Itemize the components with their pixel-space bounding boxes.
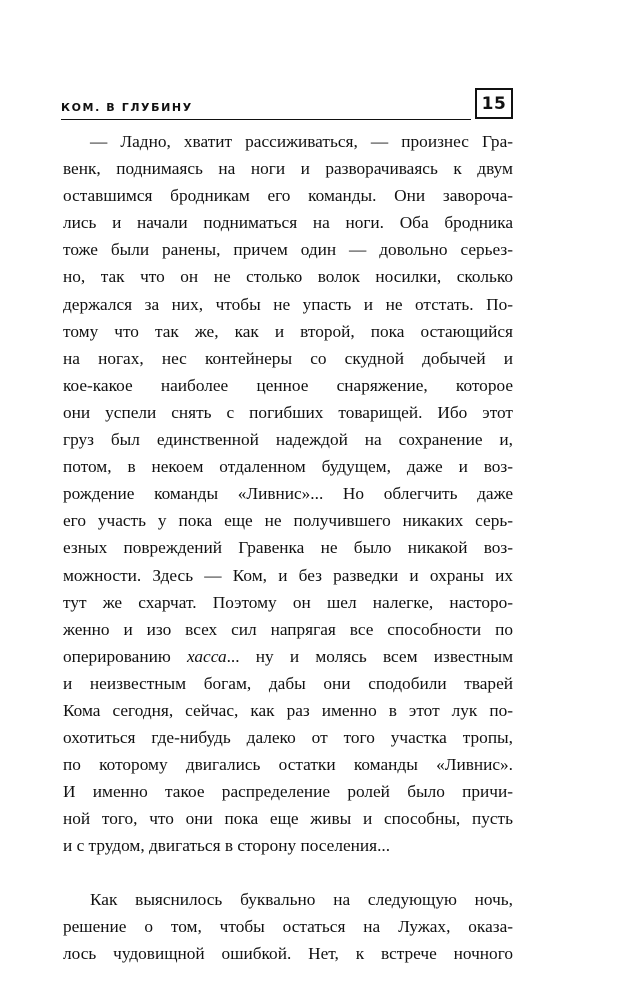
text-line: И именно такое распределение ролей было причи-: [63, 782, 513, 802]
body-text: [63, 128, 513, 967]
page-number: 15: [475, 88, 513, 119]
text-line: Кома сегодня, сейчас, как раз именно в этот лук по-: [63, 700, 513, 720]
text-line: венк, поднимаясь на ноги и разворачиваясь к двум: [63, 159, 513, 179]
text-line: решение о том, чтобы остаться на Лужах, оказа-: [63, 916, 513, 936]
header-rule: [61, 119, 471, 120]
running-title: КОМ. В ГЛУБИНУ: [61, 101, 193, 114]
text-line: женно и изо всех сил напрягая все способности по: [63, 619, 513, 639]
text-line: на ногах, нес контейнеры со скудной добычей и: [63, 348, 513, 368]
paragraph-gap: [63, 860, 513, 886]
text-line: лись и начали подниматься на ноги. Оба бродника: [63, 213, 513, 233]
text-line: потом, в некоем отдаленном будущем, даже и воз-: [63, 457, 513, 477]
running-header: [61, 88, 513, 120]
text-line: рождение команды «Ливнис»... Но облегчить даже: [63, 484, 513, 504]
text-line: кое-какое наиболее ценное снаряжение, которое: [63, 375, 513, 395]
text-line: Как выяснилось буквально на следующую ночь,: [90, 889, 513, 909]
text-segment: оперированию: [63, 646, 171, 666]
text-line: его участь у пока еще не получившего никаких серь-: [63, 511, 513, 531]
text-line-mixed: [63, 643, 513, 670]
text-line: можности. Здесь — Ком, и без разведки и охраны их: [63, 565, 513, 585]
text-line: лось чудовищной ошибкой. Нет, к встрече ночного: [63, 943, 513, 963]
text-line: тому что так же, как и второй, пока остающийся: [63, 321, 513, 341]
text-line: тут же схарчат. Поэтому он шел налегке, насторо-: [63, 592, 513, 612]
text-line: езных повреждений Гравенка не было никакой воз-: [63, 538, 513, 558]
text-line: оставшимся бродникам его команды. Они завороча-: [63, 186, 513, 206]
text-line: но, так что он не столько волок носилки, сколько: [63, 267, 513, 287]
text-line: по которому двигались остатки команды «Ливнис».: [63, 755, 513, 775]
text-line: держался за них, чтобы не упасть и не отстать. По-: [63, 294, 513, 314]
text-line: — Ладно, хватит рассиживаться, — произнес Гра-: [90, 132, 513, 151]
text-line: тоже были ранены, причем один — довольно серьез-: [63, 240, 513, 260]
text-line: ной того, что они пока еще живы и способны, пусть: [63, 809, 513, 829]
text-line: груз был единственной надеждой на сохранение и,: [63, 430, 513, 450]
text-line: они успели снять с погибших товарищей. Ибо этот: [63, 402, 513, 422]
text-line: и с трудом, двигаться в сторону поселения...: [63, 836, 391, 856]
text-segment: ... ну и молясь всем известным: [226, 646, 514, 666]
text-line: и неизвестным богам, дабы они сподобили тварей: [63, 673, 513, 693]
italic-term: хасса: [186, 646, 227, 666]
text-line: охотиться где-нибудь далеко от того участка тропы,: [63, 728, 513, 748]
